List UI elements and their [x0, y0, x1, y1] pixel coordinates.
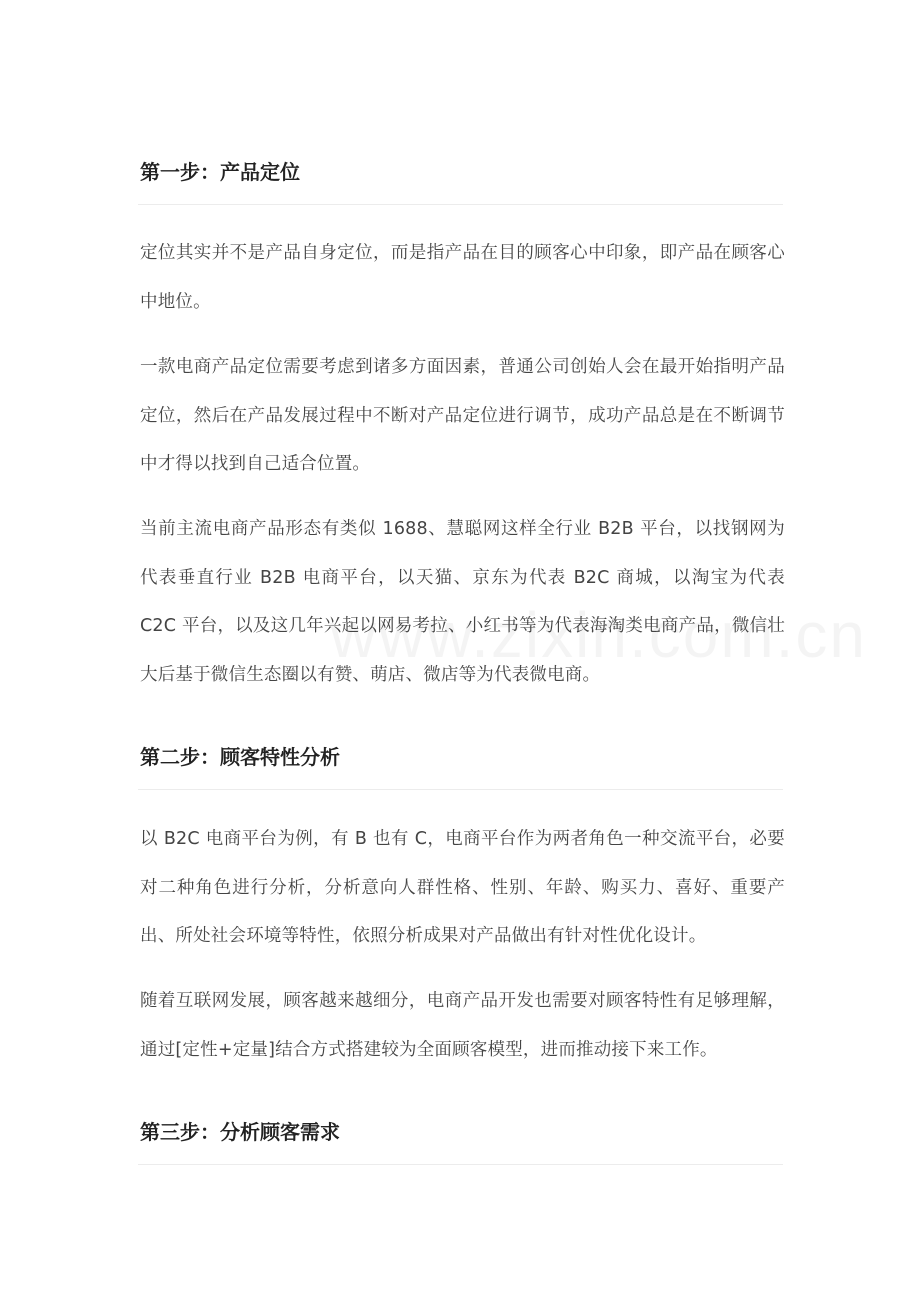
- paragraph-2-2: 随着互联网发展，顾客越来越细分，电商产品开发也需要对顾客特性有足够理解，通过[定性+定量]结合方式搭建较为全面顾客模型，进而推动接下来工作。: [140, 991, 785, 1060]
- paragraph-1-1: 定位其实并不是产品自身定位，而是指产品在目的顾客心中印象，即产品在顾客心中地位。: [140, 243, 785, 312]
- section-divider-2: [138, 789, 783, 790]
- section-heading-2: 第二步：顾客特性分析: [140, 745, 340, 769]
- section-divider-3: [138, 1164, 783, 1165]
- section-heading-3: 第三步：分析顾客需求: [140, 1120, 340, 1144]
- section-heading-1: 第一步：产品定位: [140, 160, 300, 184]
- paragraph-1-2: 一款电商产品定位需要考虑到诸多方面因素，普通公司创始人会在最开始指明产品定位，然后在产品发展过程中不断对产品定位进行调节，成功产品总是在不断调节中才得以找到自己适合位置。: [140, 357, 785, 474]
- section-divider-1: [138, 204, 783, 205]
- paragraph-1-3: 当前主流电商产品形态有类似 1688、慧聪网这样全行业 B2B 平台，以找钢网为代表垂直行业 B2B 电商平台，以天猫、京东为代表 B2C 商城，以淘宝为代表 C2C 平台，以及这几年兴起以网易考拉、小红书等为代表海淘类电商产品，微信壮大后基于微信生态圈以有赞、萌店、微店等为代表微电商。: [140, 519, 785, 685]
- paragraph-2-1: 以 B2C 电商平台为例，有 B 也有 C，电商平台作为两者角色一种交流平台，必要对二种角色进行分析，分析意向人群性格、性别、年龄、购买力、喜好、重要产出、所处社会环境等特性，依照分析成果对产品做出有针对性优化设计。: [140, 829, 785, 946]
